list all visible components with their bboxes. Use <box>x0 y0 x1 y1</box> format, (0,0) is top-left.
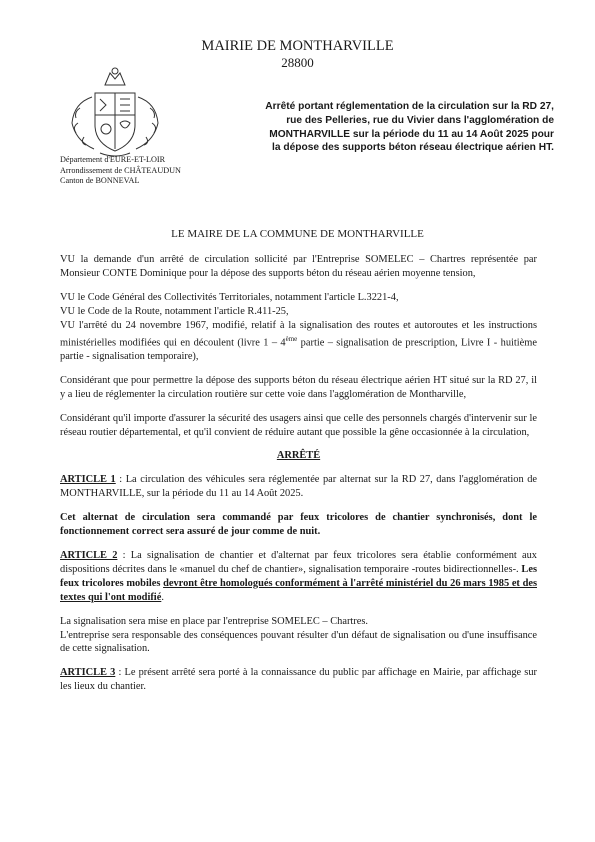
arrete-title: ARRÊTÉ <box>276 450 321 462</box>
subject-block <box>262 100 554 155</box>
department-line: Département d'EURE-ET-LOIR <box>60 155 166 164</box>
subject-line: la dépose des supports béton réseau électrique aérien HT. <box>272 142 554 154</box>
text-line: VU le Code de la Route, notamment l'article R.411-25, <box>60 305 289 317</box>
article-bold-underlined: devront être homologués conformément à l'arrêté ministériel du 26 mars 1985 et des textes qui l'ont modifié <box>60 577 537 603</box>
article-text: : Le présent arrêté sera porté à la connaissance du public par affichage en Mairie, par affichage sur les lieux du chantier. <box>60 667 537 693</box>
article-text: : La circulation des véhicules sera réglementée par alternat sur la RD 27, dans l'agglomération de MONTHARVILLE, sur la période du 11 au 14 Août 2025. <box>60 474 537 500</box>
article-label: ARTICLE 2 <box>60 549 118 561</box>
department-info <box>60 155 260 187</box>
article-label: ARTICLE 1 <box>60 474 116 486</box>
paragraph: Considérant que pour permettre la dépose des supports béton du réseau électrique aérien HT situé sur la RD 27, il y a lieu de réglementer la circulation routière sur cette voie dans l'agglomération de Montharville, <box>60 374 537 400</box>
coat-of-arms-logo <box>60 63 170 158</box>
section-heading: LE MAIRE DE LA COMMUNE DE MONTHARVILLE <box>171 228 424 240</box>
text-segment: partie – signalisation de prescription, Livre I - huitième partie - signalisation temporaire), <box>60 337 537 362</box>
page-title: MAIRIE DE MONTHARVILLE <box>201 38 394 54</box>
superscript: ème <box>285 334 298 343</box>
text-line: VU le Code Général des Collectivités Territoriales, notamment l'article L.3221-4, <box>60 291 399 303</box>
article-3 <box>60 666 537 694</box>
article-label: ARTICLE 3 <box>60 667 116 679</box>
subject-line: Arrêté portant réglementation de la circulation sur la RD 27, <box>265 101 554 112</box>
article-1 <box>60 473 537 501</box>
subject-line: MONTHARVILLE sur la période du 11 au 14 Août 2025 pour <box>269 128 554 140</box>
paragraph: Considérant qu'il importe d'assurer la sécurité des usagers ainsi que celle des personnels chargés d'intervenir sur le réseau routier départemental, et qu'il convient de réduire autant que possible la gêne occasionnée à la circulation, <box>60 412 537 438</box>
text-line: L'entreprise sera responsable des conséquences pouvant résulter d'un défaut de signalisation ou d'une insuffisance de cette signalisation. <box>60 629 537 655</box>
document-body <box>60 253 537 704</box>
article-end: . <box>161 591 164 603</box>
department-line: Arrondissement de CHÂTEAUDUN <box>60 165 181 175</box>
department-line: Canton de BONNEVAL <box>60 176 140 185</box>
paragraph: VU la demande d'un arrêté de circulation sollicité par l'Entreprise SOMELEC – Chartres représentée par Monsieur CONTE Dominique pour la dépose des supports béton du réseau aérien moyenne tension, <box>60 254 537 279</box>
article-1-bold: Cet alternat de circulation sera commandé par feux tricolores de chantier synchronisés, dont le fonctionnement correct sera assuré de jour comme de nuit. <box>60 512 537 538</box>
article-2 <box>60 549 537 605</box>
paragraph <box>60 291 537 364</box>
subject-line: rue des Pelleries, rue du Vivier dans l'agglomération de <box>286 114 554 126</box>
text-line: La signalisation sera mise en place par l'entreprise SOMELEC – Chartres. <box>60 615 369 627</box>
article-bold-text: Les feux tricolores mobiles <box>60 563 537 589</box>
text-segment: VU l'arrêté du 24 novembre 1967, modifié, relatif à la signalisation des routes et autoroutes et les instructions ministérielles modifiées qui en découlent (livre 1 – 4 <box>60 319 537 348</box>
article-text: : La signalisation de chantier et d'alternat par feux tricolores sera établie conformément aux dispositions décrites dans le «manuel du chef de chantier», signalisation temporaire -routes bidirectionnelles-. <box>60 549 538 575</box>
postcode: 28800 <box>281 55 314 70</box>
article-2-after <box>60 615 537 657</box>
